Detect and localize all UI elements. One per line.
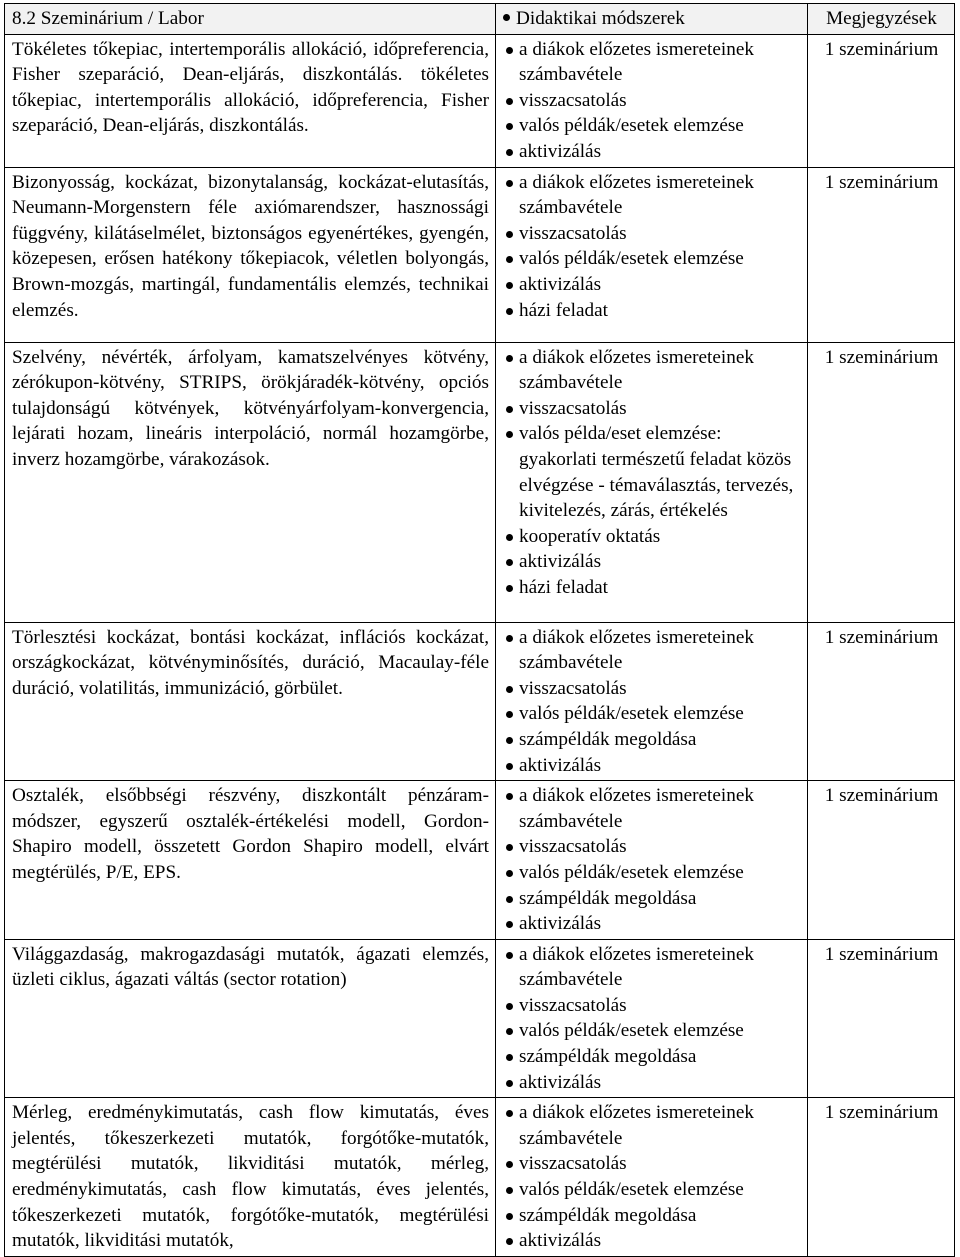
- table-row: [5, 622, 955, 781]
- method-item: visszacsatolás: [503, 676, 801, 702]
- method-item: aktivizálás: [503, 272, 801, 298]
- method-item: a diákok előzetes ismereteinek számbavétele: [503, 625, 801, 676]
- methods-cell: [496, 167, 808, 342]
- note-cell: 1 szeminárium: [808, 1098, 955, 1257]
- methods-list: [503, 942, 801, 1096]
- method-item: visszacsatolás: [503, 221, 801, 247]
- methods-list: [503, 1100, 801, 1254]
- syllabus-table: [4, 3, 955, 1257]
- method-item: valós példák/esetek elemzése: [503, 701, 801, 727]
- method-item: házi feladat: [503, 575, 801, 601]
- bullet-icon: [503, 14, 510, 21]
- topic-cell: Bizonyosság, kockázat, bizonytalanság, kockázat-elutasítás, Neumann-Morgenstern féle axiómarendszer, hasznossági függvény, kilátáselmélet, biztonságos egyenértékes, gyengén, közepesen, erősen hatékony tőkepiacok, véletlen bolyongás, Brown-mozgás, martingál, fundamentális elemzés, technikai elemzés.: [5, 167, 496, 342]
- method-item: visszacsatolás: [503, 834, 801, 860]
- table-row: [5, 342, 955, 622]
- header-methods-label: Didaktikai módszerek: [516, 8, 685, 29]
- methods-cell: [496, 622, 808, 781]
- method-item: valós példák/esetek elemzése: [503, 113, 801, 139]
- method-item: aktivizálás: [503, 1070, 801, 1096]
- method-item: házi feladat: [503, 298, 801, 324]
- methods-cell: [496, 1098, 808, 1257]
- note-cell: 1 szeminárium: [808, 781, 955, 940]
- table-row: [5, 1098, 955, 1257]
- method-item: kooperatív oktatás: [503, 524, 801, 550]
- method-item: a diákok előzetes ismereteinek számbavétele: [503, 170, 801, 221]
- method-item: visszacsatolás: [503, 88, 801, 114]
- methods-cell: [496, 34, 808, 167]
- topic-cell: Tökéletes tőkepiac, intertemporális allokáció, időpreferencia, Fisher szeparáció, Dean-eljárás, diszkontálás. tökéletes tőkepiac, intertemporális allokáció, időpreferencia, Fisher szeparáció, Dean-eljárás, diszkontálás.: [5, 34, 496, 167]
- table-row: [5, 939, 955, 1098]
- table-row: [5, 781, 955, 940]
- method-item: valós példák/esetek elemzése: [503, 860, 801, 886]
- note-cell: 1 szeminárium: [808, 167, 955, 342]
- table-row: [5, 167, 955, 342]
- methods-list: [503, 37, 801, 165]
- method-item: aktivizálás: [503, 911, 801, 937]
- method-item: a diákok előzetes ismereteinek számbavétele: [503, 37, 801, 88]
- method-item: visszacsatolás: [503, 1151, 801, 1177]
- method-item: számpéldák megoldása: [503, 1203, 801, 1229]
- method-item: a diákok előzetes ismereteinek számbavétele: [503, 783, 801, 834]
- method-item: valós példák/esetek elemzése: [503, 246, 801, 272]
- topic-cell: Mérleg, eredménykimutatás, cash flow kimutatás, éves jelentés, tőkeszerkezeti mutatók, forgótőke-mutatók, megtérülési mutatók, likviditási mutatók, mérleg, eredménykimutatás, cash flow kimutatás, éves jelentés, tőkeszerkezeti mutatók, forgótőke-mutatók, megtérülési mutatók, likviditási mutatók,: [5, 1098, 496, 1257]
- method-item: számpéldák megoldása: [503, 886, 801, 912]
- methods-cell: [496, 781, 808, 940]
- note-cell: 1 szeminárium: [808, 622, 955, 781]
- methods-cell: [496, 342, 808, 622]
- method-item: számpéldák megoldása: [503, 727, 801, 753]
- table-row: [5, 34, 955, 167]
- methods-list: [503, 783, 801, 937]
- header-methods: [496, 4, 808, 35]
- topic-cell: Világgazdaság, makrogazdasági mutatók, ágazati elemzés, üzleti ciklus, ágazati váltás (sector rotation): [5, 939, 496, 1098]
- method-item: valós példa/eset elemzése: gyakorlati természetű feladat közös elvégzése - témaválasztás, tervezés, kivitelezés, zárás, értékelés: [503, 421, 801, 523]
- method-item: valós példák/esetek elemzése: [503, 1018, 801, 1044]
- methods-cell: [496, 939, 808, 1098]
- header-notes: Megjegyzések: [808, 4, 955, 35]
- method-item: a diákok előzetes ismereteinek számbavétele: [503, 345, 801, 396]
- header-row: [5, 4, 955, 35]
- methods-list: [503, 170, 801, 324]
- method-item: valós példák/esetek elemzése: [503, 1177, 801, 1203]
- method-item: a diákok előzetes ismereteinek számbavétele: [503, 1100, 801, 1151]
- methods-list: [503, 625, 801, 779]
- methods-list: [503, 345, 801, 601]
- method-item: aktivizálás: [503, 139, 801, 165]
- method-item: aktivizálás: [503, 753, 801, 779]
- method-item: aktivizálás: [503, 549, 801, 575]
- method-item: a diákok előzetes ismereteinek számbavétele: [503, 942, 801, 993]
- topic-cell: Szelvény, névérték, árfolyam, kamatszelvényes kötvény, zérókupon-kötvény, STRIPS, örökjáradék-kötvény, opciós tulajdonságú kötvények, kötvényárfolyam-konvergencia, lejárati hozam, lineáris interpoláció, normál hozamgörbe, inverz hozamgörbe, várakozások.: [5, 342, 496, 622]
- note-cell: 1 szeminárium: [808, 342, 955, 622]
- method-item: visszacsatolás: [503, 396, 801, 422]
- header-seminar: 8.2 Szeminárium / Labor: [5, 4, 496, 35]
- note-cell: 1 szeminárium: [808, 34, 955, 167]
- method-item: aktivizálás: [503, 1228, 801, 1254]
- method-item: számpéldák megoldása: [503, 1044, 801, 1070]
- topic-cell: Törlesztési kockázat, bontási kockázat, inflációs kockázat, országkockázat, kötvényminősítés, duráció, Macaulay-féle duráció, volatilitás, immunizáció, görbület.: [5, 622, 496, 781]
- method-item: visszacsatolás: [503, 993, 801, 1019]
- topic-cell: Osztalék, elsőbbségi részvény, diszkontált pénzáram-módszer, egyszerű osztalék-értékelési modell, Gordon-Shapiro modell, összetett Gordon Shapiro modell, elvárt megtérülés, P/E, EPS.: [5, 781, 496, 940]
- note-cell: 1 szeminárium: [808, 939, 955, 1098]
